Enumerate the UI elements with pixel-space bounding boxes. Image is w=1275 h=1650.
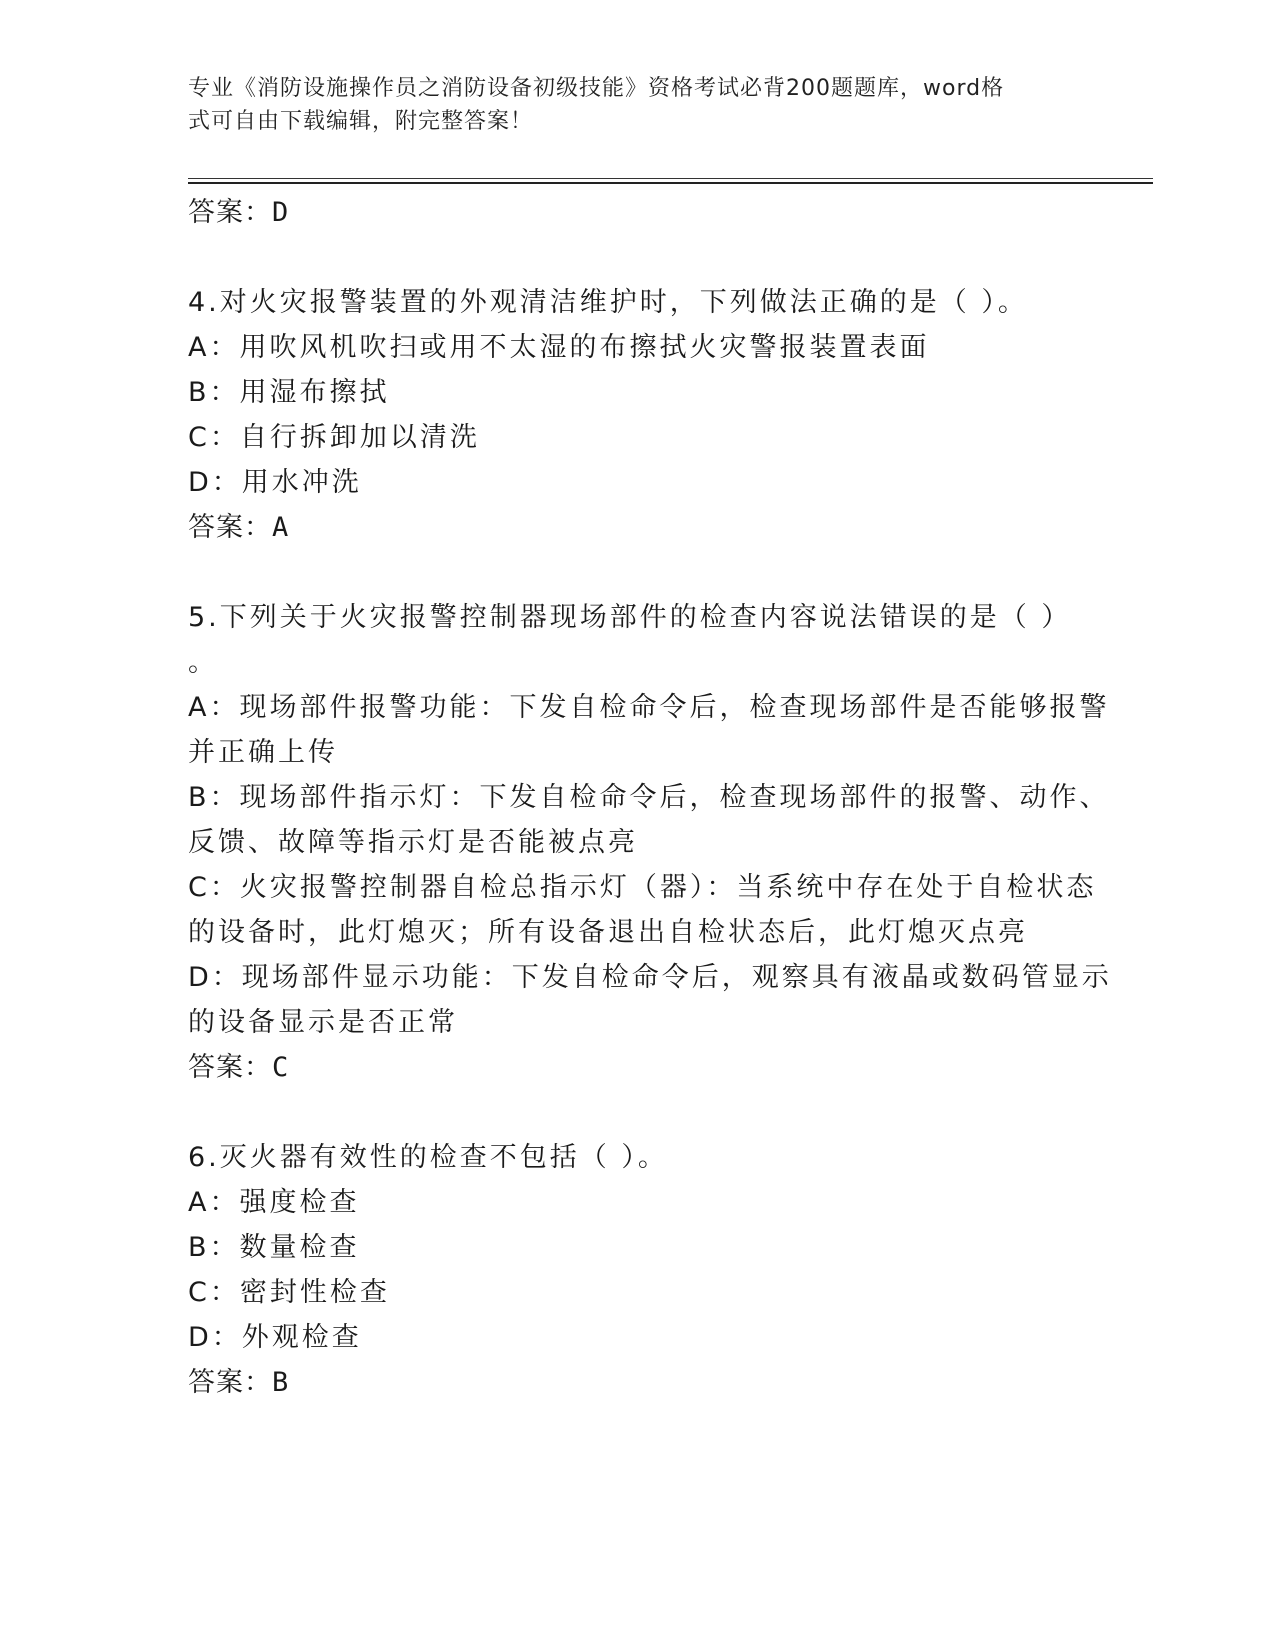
question-list [188,190,1112,1405]
header-line-1: 专业《消防设施操作员之消防设备初级技能》资格考试必背200题题库，word格 [188,76,1005,101]
option-c-line-1: C：火灾报警控制器自检总指示灯（器）：当系统中存在处于自检状态 [188,872,1097,903]
option-a-line-2: 并正确上传 [188,737,338,768]
spacer [188,1090,1088,1135]
answer: 答案：B [188,1367,290,1398]
document-header [188,72,1068,138]
header-divider-thin [188,178,1153,179]
question-4 [188,280,1088,550]
option-b-line-2: 反馈、故障等指示灯是否能被点亮 [188,827,638,858]
header-divider-thick [188,182,1153,184]
header-line-2: 式可自由下载编辑，附完整答案！ [188,109,534,134]
option-d-line-2: 的设备显示是否正常 [188,1007,458,1038]
option-b-line-1: B：现场部件指示灯：下发自检命令后，检查现场部件的报警、动作、 [188,782,1110,813]
option-d: D：用水冲洗 [188,467,362,498]
question-5 [188,595,1112,1090]
spacer [188,235,1088,280]
spacer [188,550,1088,595]
option-a-line-1: A：现场部件报警功能：下发自检命令后，检查现场部件是否能够报警 [188,692,1110,723]
option-d: D：外观检查 [188,1322,362,1353]
answer-q3: 答案：D [188,197,290,228]
question-6 [188,1135,1088,1405]
question-text-line-1: 5.下列关于火灾报警控制器现场部件的检查内容说法错误的是（ ） [188,602,1072,633]
answer: 答案：A [188,512,290,543]
question-text: 6.灭火器有效性的检查不包括（ ）。 [188,1142,668,1173]
option-a: A：强度检查 [188,1187,360,1218]
option-a: A：用吹风机吹扫或用不太湿的布擦拭火灾警报装置表面 [188,332,930,363]
question-text-line-2: 。 [188,647,218,678]
option-b: B：数量检查 [188,1232,360,1263]
option-b: B：用湿布擦拭 [188,377,390,408]
option-c: C：密封性检查 [188,1277,390,1308]
answer: 答案：C [188,1052,290,1083]
option-c-line-2: 的设备时，此灯熄灭；所有设备退出自检状态后，此灯熄灭点亮 [188,917,1028,948]
question-text: 4.对火灾报警装置的外观清洁维护时，下列做法正确的是（ ）。 [188,287,1028,318]
option-d-line-1: D：现场部件显示功能：下发自检命令后，观察具有液晶或数码管显示 [188,962,1112,993]
option-c: C：自行拆卸加以清洗 [188,422,480,453]
